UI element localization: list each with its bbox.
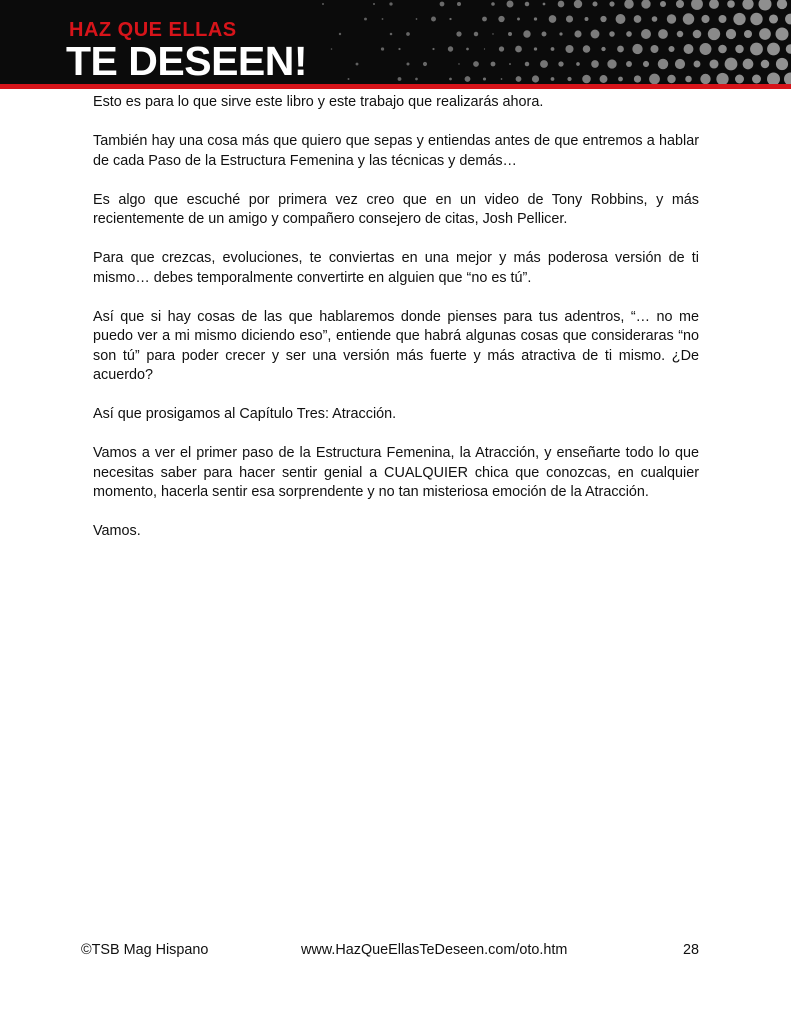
decorative-dot (617, 46, 624, 53)
decorative-dot (600, 75, 608, 83)
decorative-dot (634, 15, 642, 23)
decorative-dot (700, 43, 712, 55)
decorative-dot (626, 61, 632, 67)
decorative-dots (300, 0, 791, 84)
decorative-dot (658, 29, 668, 39)
decorative-dot (668, 46, 674, 52)
decorative-dot (525, 2, 530, 7)
decorative-dot (592, 1, 597, 6)
decorative-dot (532, 75, 539, 82)
decorative-dot (658, 59, 668, 69)
decorative-dot (466, 48, 469, 51)
decorative-dot (716, 73, 728, 84)
decorative-dot (684, 44, 694, 54)
decorative-dot (601, 47, 605, 51)
decorative-dot (727, 0, 735, 8)
decorative-dot (591, 60, 599, 68)
decorative-dot (649, 74, 660, 84)
decorative-dot (491, 2, 495, 6)
decorative-dot (733, 13, 745, 25)
decorative-dot (509, 63, 511, 65)
decorative-dot (750, 43, 763, 56)
decorative-dot (609, 31, 615, 37)
decorative-dot (431, 17, 436, 22)
decorative-dot (415, 78, 418, 81)
page-footer (81, 940, 699, 960)
decorative-dot (458, 63, 459, 64)
decorative-dot (660, 1, 666, 7)
decorative-dot (616, 14, 626, 24)
paragraph: Así que prosigamos al Capítulo Tres: Atracción. (93, 406, 397, 422)
decorative-dot (708, 28, 720, 40)
decorative-dot (701, 15, 709, 23)
decorative-dot (574, 0, 582, 8)
paragraph: Vamos a ver el primer paso de la Estructura Femenina, la Atracción, y enseñarte todo lo que necesitas saber para hacer sentir genial a CUALQUIER chica que conozcas, en cualquier momento, hacerla sentir esa sorprendente y no tan misteriosa emoción de la Atracción. (93, 445, 699, 500)
decorative-dot (677, 31, 683, 37)
decorative-dot (449, 78, 452, 81)
decorative-dot (406, 62, 409, 65)
decorative-dot (776, 58, 788, 70)
decorative-dot (517, 18, 520, 21)
decorative-dot (348, 78, 350, 80)
logo-line1: HAZ QUE ELLAS (69, 19, 237, 41)
decorative-dot (390, 33, 393, 36)
decorative-dot (474, 32, 478, 36)
decorative-dot (767, 73, 780, 85)
decorative-dot (416, 18, 418, 20)
decorative-dot (534, 17, 537, 20)
decorative-dot (650, 45, 658, 53)
decorative-dot (683, 13, 694, 24)
decorative-dot (382, 18, 384, 20)
decorative-dot (373, 3, 375, 5)
decorative-dot (643, 61, 649, 67)
decorative-dot (743, 59, 754, 70)
decorative-dot (574, 30, 581, 37)
decorative-dot (784, 73, 791, 85)
footer-copyright: ©TSB Mag Hispano (81, 942, 209, 958)
decorative-dot (484, 48, 485, 49)
decorative-dot (523, 30, 530, 37)
decorative-dot (667, 14, 676, 23)
decorative-dot (759, 0, 772, 11)
decorative-dot (525, 62, 530, 67)
paragraph: Así que si hay cosas de las que hablaremos donde pienses para tus adentros, “… no me puedo ver a mi mismo diciendo eso”, entiende que habrá algunas cosas que consideraras “no son tú” para poder crecer y ser una versión más fuerte y más atractiva de ti mismo. ¿De acuerdo? (93, 308, 699, 383)
paragraph: Para que crezcas, evoluciones, te conviertas en una mejor y más poderosa versión de ti mismo… debes temporalmente convertirte en alguien que “no es tú”. (93, 250, 699, 286)
paragraph: Vamos. (93, 523, 141, 539)
footer-url[interactable]: www.HazQueEllasTeDeseen.com/oto.htm (301, 942, 568, 958)
decorative-dot (725, 58, 738, 71)
decorative-dot (769, 14, 778, 23)
decorative-dot (752, 75, 761, 84)
decorative-dot (618, 77, 623, 82)
decorative-dot (449, 18, 451, 20)
decorative-dot (398, 77, 402, 81)
decorative-dot (634, 75, 641, 82)
decorative-dot (709, 59, 718, 68)
decorative-dot (609, 1, 614, 6)
decorative-dot (694, 61, 701, 68)
decorative-dot (691, 0, 703, 10)
decorative-dot (777, 0, 787, 9)
decorative-dot (389, 2, 392, 5)
decorative-dot (440, 2, 445, 7)
decorative-dot (759, 28, 771, 40)
page-body (93, 93, 699, 561)
decorative-dot (726, 29, 736, 39)
decorative-dot (744, 30, 752, 38)
decorative-dot (566, 15, 573, 22)
decorative-dot (591, 30, 600, 39)
decorative-dot (398, 48, 400, 50)
decorative-dot (786, 44, 791, 53)
decorative-dot (551, 77, 555, 81)
decorative-dot (322, 3, 324, 5)
decorative-dot (516, 76, 522, 82)
decorative-dot (675, 59, 685, 69)
decorative-dot (482, 17, 487, 22)
decorative-dot (551, 47, 555, 51)
decorative-dot (718, 45, 727, 54)
decorative-dot (491, 62, 496, 67)
decorative-dot (767, 43, 780, 56)
decorative-dot (499, 46, 504, 51)
decorative-dot (676, 0, 684, 8)
decorative-dot (501, 78, 503, 80)
paragraph: También hay una cosa más que quiero que sepas y entiendas antes de que entremos a hablar de cada Paso de la Estructura Femenina y las técnicas y demás… (93, 133, 699, 169)
decorative-dot (652, 16, 658, 22)
decorative-dot (534, 47, 537, 50)
logo-line2: TE DESEEN! (66, 38, 308, 84)
decorative-dot (585, 17, 589, 21)
decorative-dot (508, 32, 512, 36)
decorative-dot (750, 13, 762, 25)
decorative-dot (583, 45, 591, 53)
decorative-dot (626, 31, 632, 37)
decorative-dot (456, 31, 461, 36)
decorative-dot (356, 63, 359, 66)
decorative-dot (507, 1, 514, 8)
decorative-dot (632, 44, 642, 54)
decorative-dot (492, 33, 493, 34)
decorative-dot (576, 62, 580, 66)
decorative-dot (565, 45, 573, 53)
decorative-dot (567, 77, 571, 81)
page-number: 28 (682, 942, 699, 958)
decorative-dot (364, 18, 367, 21)
decorative-dot (473, 61, 479, 67)
decorative-dot (515, 46, 522, 53)
decorative-dot (543, 3, 546, 6)
decorative-dot (549, 15, 557, 23)
header-red-line (0, 84, 791, 89)
decorative-dot (331, 48, 333, 50)
decorative-dot (432, 48, 434, 50)
decorative-dot (719, 15, 727, 23)
decorative-dot (761, 60, 770, 69)
decorative-dot (607, 59, 616, 68)
decorative-dot (457, 2, 461, 6)
decorative-dot (558, 1, 565, 8)
decorative-dot (667, 75, 675, 83)
decorative-dot (641, 29, 651, 39)
decorative-dot (542, 32, 547, 37)
decorative-dot (742, 0, 753, 10)
decorative-dot (448, 46, 453, 51)
decorative-dot (693, 30, 702, 39)
decorative-dot (423, 62, 427, 66)
decorative-dot (685, 76, 692, 83)
decorative-dot (735, 45, 743, 53)
decorative-dot (735, 75, 744, 84)
decorative-dot (700, 74, 710, 84)
decorative-dot (600, 16, 606, 22)
decorative-dot (785, 14, 791, 25)
decorative-dot (381, 47, 384, 50)
decorative-dot (624, 0, 634, 9)
decorative-dot (558, 61, 563, 66)
decorative-dot (465, 76, 471, 82)
paragraph: Esto es para lo que sirve este libro y este trabajo que realizarás ahora. (93, 94, 544, 110)
decorative-dot (709, 0, 719, 9)
decorative-dot (641, 0, 650, 9)
decorative-dot (406, 32, 410, 36)
paragraph: Es algo que escuché por primera vez creo que en un video de Tony Robbins, y más recientemente de un amigo y compañero consejero de citas, Josh Pellicer. (93, 191, 699, 227)
decorative-dot (540, 60, 548, 68)
decorative-dot (339, 33, 341, 35)
decorative-dot (582, 75, 591, 84)
decorative-dot (483, 77, 486, 80)
header-banner (0, 0, 791, 84)
decorative-dot (776, 28, 789, 41)
decorative-dot (498, 16, 504, 22)
decorative-dot (559, 32, 562, 35)
